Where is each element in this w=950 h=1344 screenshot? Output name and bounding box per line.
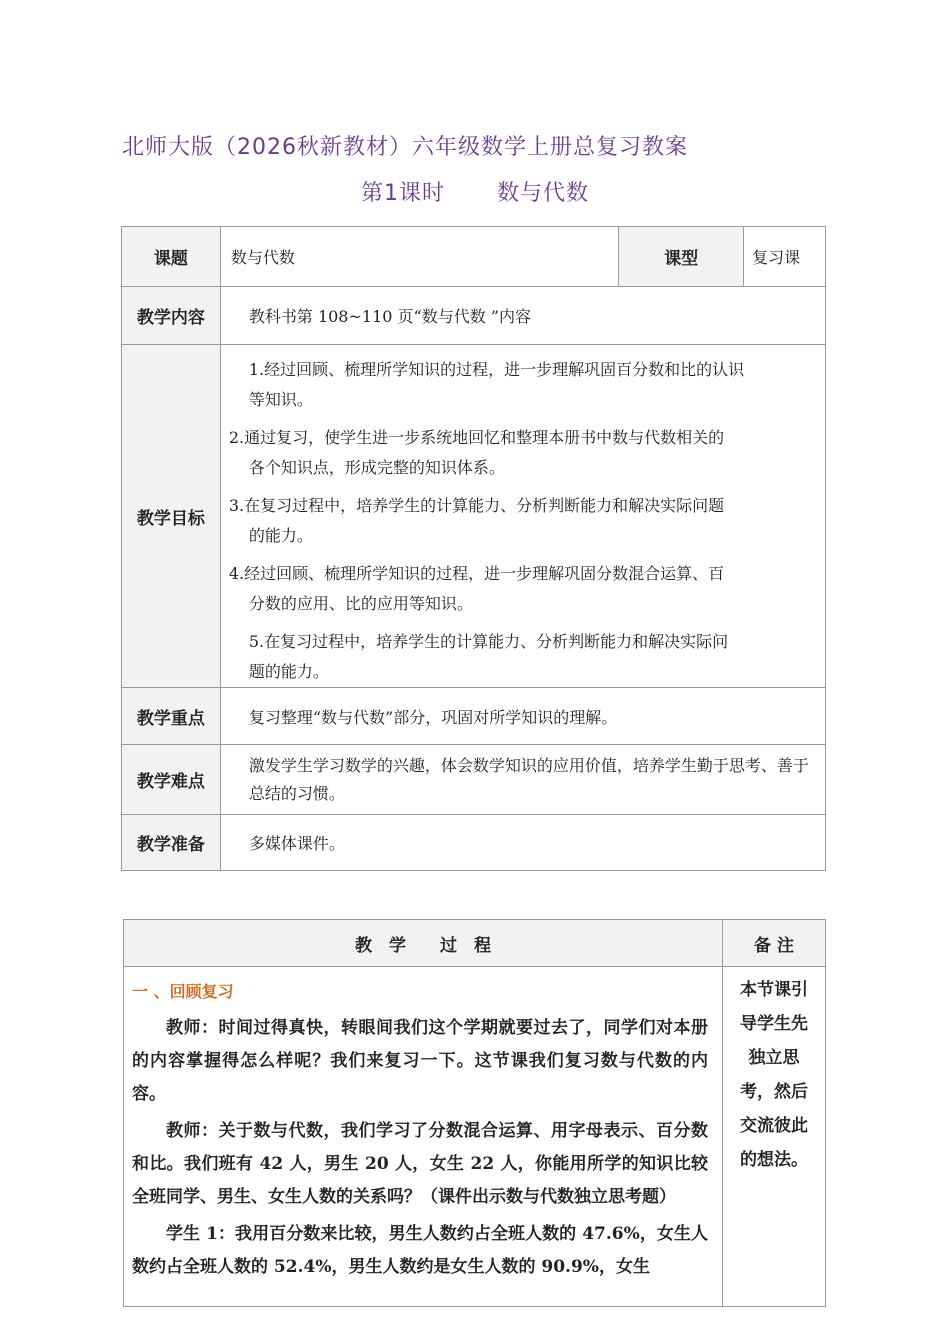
- objectives-list: [220, 345, 825, 688]
- objective-item: 4.经过回顾、梳理所学知识的过程，进一步理解巩固分数混合运算、百 分数的应用、比的应用等知识。: [228, 564, 725, 613]
- type-label: 课型: [619, 227, 744, 287]
- lesson-topic: 数与代数: [496, 181, 589, 206]
- key-point-value: 复习整理“数与代数”部分，巩固对所学知识的理解。: [220, 688, 825, 745]
- objective-item: 5.在复习过程中，培养学生的计算能力、分析判断能力和解决实际问 题的能力。: [248, 632, 729, 681]
- key-point-label: 教学重点: [122, 688, 221, 745]
- process-content: [124, 967, 723, 1307]
- content-label: 教学内容: [122, 287, 221, 345]
- topic-value: 数与代数: [220, 227, 618, 287]
- objective-item: 2.通过复习，使学生进一步系统地回忆和整理本册书中数与代数相关的 各个知识点，形成完整的知识体系。: [228, 428, 725, 477]
- process-paragraph: 学生 1：我用百分数来比较，男生人数约占全班人数的 47.6%，女生人数约占全班人数的 52.4%，男生人数约是女生人数的 90.9%，女生: [132, 1224, 709, 1277]
- type-value: 复习课: [744, 227, 826, 287]
- process-header: 教 学 过 程: [124, 920, 723, 967]
- document-title: 北师大版（2026秋新教材）六年级数学上册总复习教案: [122, 135, 688, 160]
- preparation-label: 教学准备: [122, 815, 221, 871]
- teacher-note: 本节课引导学生先独立思考，然后交流彼此的想法。: [740, 980, 809, 1170]
- teaching-process-table: [123, 919, 826, 1307]
- preparation-value: 多媒体课件。: [220, 815, 825, 871]
- section-title: 一 、回顾复习: [132, 982, 234, 1001]
- lesson-heading: [0, 176, 950, 207]
- content-value: 教科书第 108~110 页“数与代数 ”内容: [220, 287, 825, 345]
- difficulty-value: 激发学生学习数学的兴趣，体会数学知识的应用价值，培养学生勤于思考、善于总结的习惯。: [220, 745, 825, 815]
- notes-header: 备 注: [723, 920, 826, 967]
- process-paragraph: 教师：时间过得真快，转眼间我们这个学期就要过去了，同学们对本册的内容掌握得怎么样呢？我们来复习一下。这节课我们复习数与代数的内容。: [132, 1018, 709, 1104]
- difficulty-label: 教学难点: [122, 745, 221, 815]
- topic-label: 课题: [122, 227, 221, 287]
- objectives-label: 教学目标: [122, 345, 221, 688]
- lesson-number: 第1课时: [360, 181, 445, 206]
- lesson-info-table: [121, 226, 826, 871]
- process-paragraph: 教师：关于数与代数，我们学习了分数混合运算、用字母表示、百分数和比。我们班有 42 人，男生 20 人，女生 22 人，你能用所学的知识比较全班同学、男生、女生人数的关系吗？（课件出示数与代数独立思考题）: [132, 1121, 709, 1207]
- notes-cell: [723, 967, 826, 1307]
- objective-item: 3.在复习过程中，培养学生的计算能力、分析判断能力和解决实际问题 的能力。: [228, 496, 725, 545]
- objective-item: 1.经过回顾、梳理所学知识的过程，进一步理解巩固百分数和比的认识 等知识。: [248, 360, 745, 409]
